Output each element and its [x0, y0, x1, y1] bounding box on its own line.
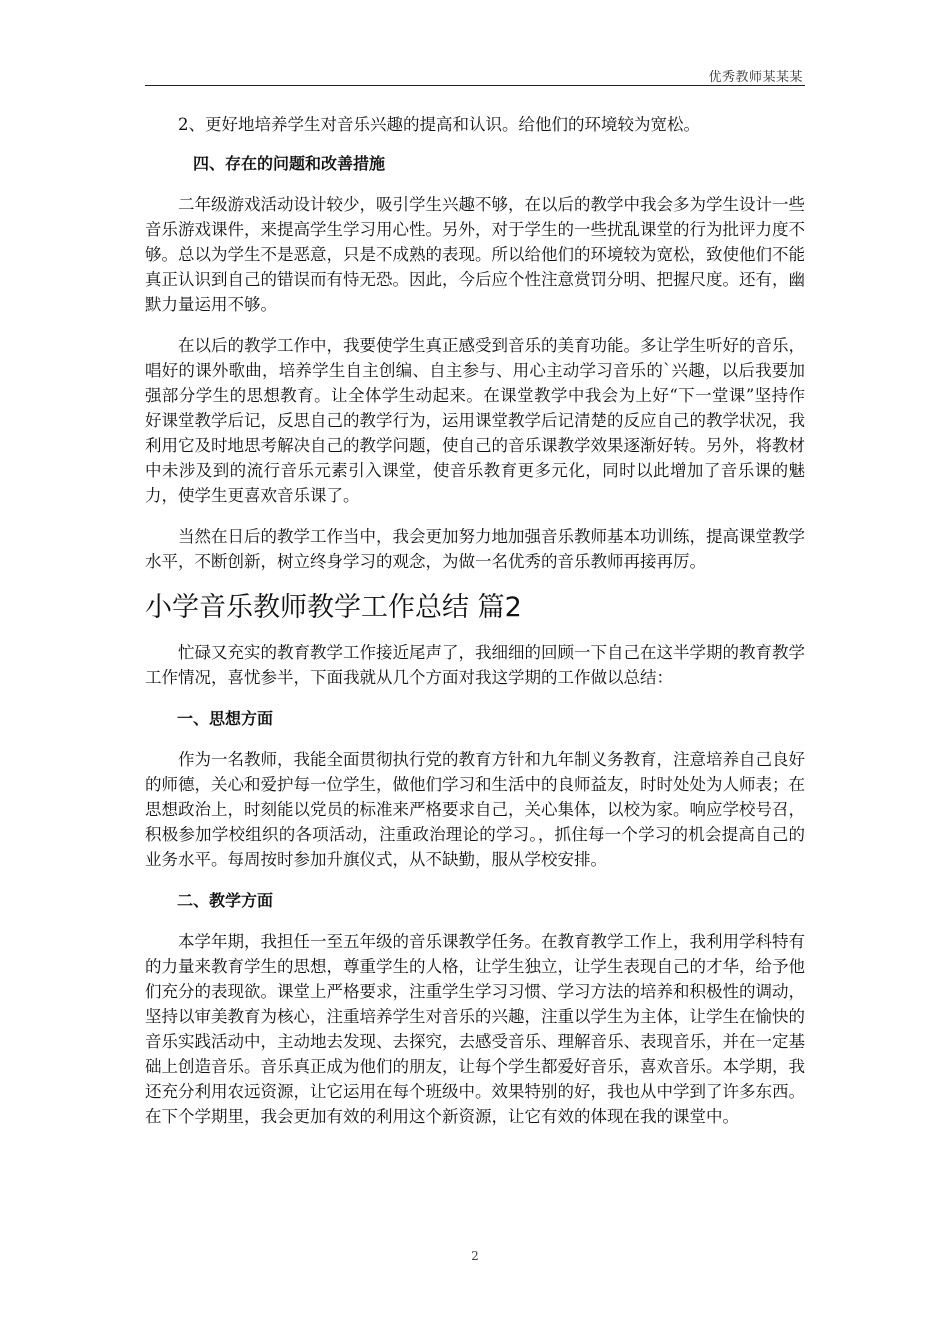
page-header-text: 优秀教师某某某: [708, 70, 803, 85]
paragraph-end: 当然在日后的教学工作当中，我会更加努力地加强音乐教师基本功训练，提高课堂教学水平，不断创新，树立终身学习的观念，为做一名优秀的音乐教师再接再厉。: [145, 527, 805, 571]
document-body: [145, 112, 805, 1145]
heading-problems: 四、存在的问题和改善措施: [193, 154, 386, 173]
header-divider: [145, 85, 805, 86]
paragraph-thought: 作为一名教师，我能全面贯彻执行党的教育方针和九年制义务教育，注意培养自己良好的师德，关心和爱护每一位学生，做他们学习和生活中的良师益友，时时处处为人师表；在思想政治上，时刻能以党员的标准来严格要求自己，关心集体，以校为家。响应学校号召，积极参加学校组织的各项活动，注重政治理论的学习。，抓住每一个学习的机会提高自己的业务水平。每周按时参加升旗仪式，从不缺勤，服从学校安排。: [145, 750, 805, 869]
paragraph-intro: 忙碌又充实的教育教学工作接近尾声了，我细细的回顾一下自己在这半学期的教育教学工作情况，喜忧参半，下面我就从几个方面对我这学期的工作做以总结：: [145, 643, 805, 687]
section-title: 小学音乐教师教学工作总结 篇2: [145, 592, 522, 623]
heading-teaching: 二、教学方面: [177, 891, 274, 910]
heading-thought: 一、思想方面: [177, 709, 274, 728]
paragraph-teaching: 本学年期，我担任一至五年级的音乐课教学任务。在教育教学工作上，我利用学科特有的力量来教育学生的思想，尊重学生的人格，让学生独立，让学生表现自己的才华，给予他们充分的表现欲。课堂上严格要求，注重学生学习习惯、学习方法的培养和积极性的调动，坚持以审美教育为核心，注重培养学生对音乐的兴趣，注重以学生为主体，让学生在愉快的音乐实践活动中，主动地去发现、去探究，去感受音乐、理解音乐、表现音乐，并在一定基础上创造音乐。音乐真正成为他们的朋友，让每个学生都爱好音乐，喜欢音乐。本学期，我还充分利用农远资源，让它运用在每个班级中。效果特别的好，我也从中学到了许多东西。在下个学期里，我会更加有效的利用这个新资源，让它有效的体现在我的课堂中。: [145, 932, 805, 1126]
paragraph-problems: 二年级游戏活动设计较少，吸引学生兴趣不够，在以后的教学中我会多为学生设计一些音乐游戏课件，来提高学生学习用心性。另外，对于学生的一些扰乱课堂的行为批评力度不够。总以为学生不是恶意，只是不成熟的表现。所以给他们的环境较为宽松，致使他们不能真正认识到自己的错误而有恃无恐。因此，今后应个性注意赏罚分明、把握尺度。还有，幽默力量运用不够。: [145, 195, 805, 314]
paragraph-continue: 2、更好地培养学生对音乐兴趣的提高和认识。给他们的环境较为宽松。: [178, 115, 700, 134]
paragraph-future: 在以后的教学工作中，我要使学生真正感受到音乐的美育功能。多让学生听好的音乐，唱好的课外歌曲，培养学生自主创编、自主参与、用心主动学习音乐的`兴趣，以后我要加强部分学生的思想教育。让全体学生动起来。在课堂教学中我会为上好“下一堂课”坚持作好课堂教学后记，反思自己的教学行为，运用课堂教学后记清楚的反应自己的教学状况，我利用它及时地思考解决自己的教学问题，使自己的音乐课教学效果逐渐好转。另外，将教材中未涉及到的流行音乐元素引入课堂，使音乐教育更多元化，同时以此增加了音乐课的魅力，使学生更喜欢音乐课了。: [145, 336, 805, 505]
page-number: 2: [471, 1249, 479, 1263]
